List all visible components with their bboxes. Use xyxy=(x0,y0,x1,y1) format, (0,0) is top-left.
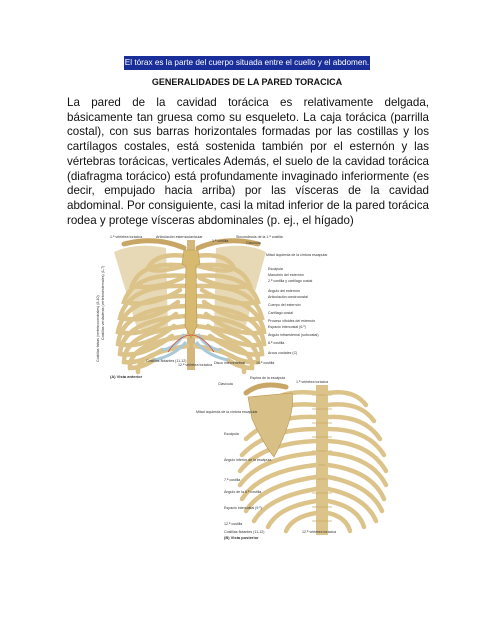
label-costal-cartilage: Cartílago costal xyxy=(268,311,293,315)
label-6th-rib-angle: Ángulo de la 6.ª costilla xyxy=(224,490,262,494)
caption-anterior: (A) Vista anterior xyxy=(110,374,143,379)
label-post-pectoral-girdle: Mitad izquierda de la cintura escapular xyxy=(196,410,258,414)
label-post-1st-vertebra: 1.ª vértebra torácica xyxy=(296,380,329,384)
label-true-ribs: Costillas verdaderas (vertebroesternales) (1-7) xyxy=(101,265,105,340)
label-sternoclavicular-joint: Articulación esternoclavicular xyxy=(156,235,203,239)
label-post-floating-ribs: Costillas flotantes (11-12) xyxy=(224,530,265,534)
thorax-figure xyxy=(96,230,392,540)
label-manubrium: Manubrio del esternón xyxy=(268,273,304,277)
thorax-illustration xyxy=(96,230,392,540)
label-floating-ribs: Costillas flotantes (11-12) xyxy=(146,359,187,363)
label-2nd-rib: 2.ª costilla y cartílago costal xyxy=(268,279,313,283)
label-post-clavicle: Clavícula xyxy=(218,382,233,386)
label-sternal-angle: Ángulo del esternón xyxy=(268,289,300,293)
label-sternum-body: Cuerpo del esternón xyxy=(268,303,301,307)
label-costal-arch: Arcos costales (C) xyxy=(268,351,298,355)
label-scapula: Escápula xyxy=(268,267,283,271)
label-pectoral-girdle: Mitad izquierda de la cintura escapular xyxy=(266,253,328,257)
label-infrasternal-angle: Ángulo infraesternal (subcostal) xyxy=(268,333,319,337)
label-scapular-spine: Espina de la escápula xyxy=(250,376,286,380)
label-false-ribs: Costillas falsas (vertebrocondrales) (8-10) xyxy=(96,295,100,362)
label-8th-rib: 8.ª costilla xyxy=(268,341,285,345)
label-xiphoid: Proceso xifoides del esternón xyxy=(268,319,316,323)
posterior-view xyxy=(196,376,386,540)
label-intervertebral-disc: Disco intervertebral xyxy=(214,361,245,365)
label-10th-rib: 10.ª costilla xyxy=(256,361,275,365)
label-12th-rib: 12.ª costilla xyxy=(224,522,243,526)
body-paragraph: La pared de la cavidad torácica es relativamente delgada, básicamente tan gruesa como su esqueleto. La caja torácica (parrilla costal), con sus barras horizontales formadas por las costillas y los cartílagos costales, está sostenida también por el esternón y las vértebras torácicas, verticales Además, el suelo de la cavidad torácica (diafragma torácico) está profundamente invaginado inferiormente (es decir, empujado hacia arriba) por las vísceras de la cavidad abdominal. Por consiguiente, casi la mitad inferior de la pared torácica rodea y protege vísceras abdominales (p. ej., el hígado) xyxy=(67,96,429,227)
label-clavicle: Clavícula xyxy=(246,241,261,245)
label-synchondrosis: Sincondrosis de la 1.ª costilla xyxy=(236,235,283,239)
highlighted-intro: El tórax es la parte del cuerpo situada entre el cuello y el abdomen. xyxy=(124,56,370,70)
label-inferior-angle: Ángulo inferior de la escápula xyxy=(224,458,272,462)
caption-posterior: (B) Vista posterior xyxy=(224,535,259,540)
label-1st-rib: 1.ª costilla xyxy=(212,239,229,243)
label-post-intercostal: Espacio intercostal (9.º) xyxy=(224,506,262,510)
section-heading: GENERALIDADES DE LA PARED TORACICA xyxy=(151,77,343,87)
label-1st-thoracic-vertebra: 1.ª vértebra torácica xyxy=(110,235,143,239)
label-7th-rib: 7.ª costilla xyxy=(224,478,241,482)
label-post-12th-vertebra: 12.ª vértebra torácica xyxy=(302,530,337,534)
label-intercostal-space: Espacio intercostal (6.º) xyxy=(268,325,306,329)
label-12th-vertebra: 12.ª vértebra torácica xyxy=(178,363,213,367)
anterior-view xyxy=(96,235,328,379)
label-post-scapula: Escápula xyxy=(224,432,239,436)
label-chondrocostal-joint: Articulación condrocostal xyxy=(268,295,308,299)
